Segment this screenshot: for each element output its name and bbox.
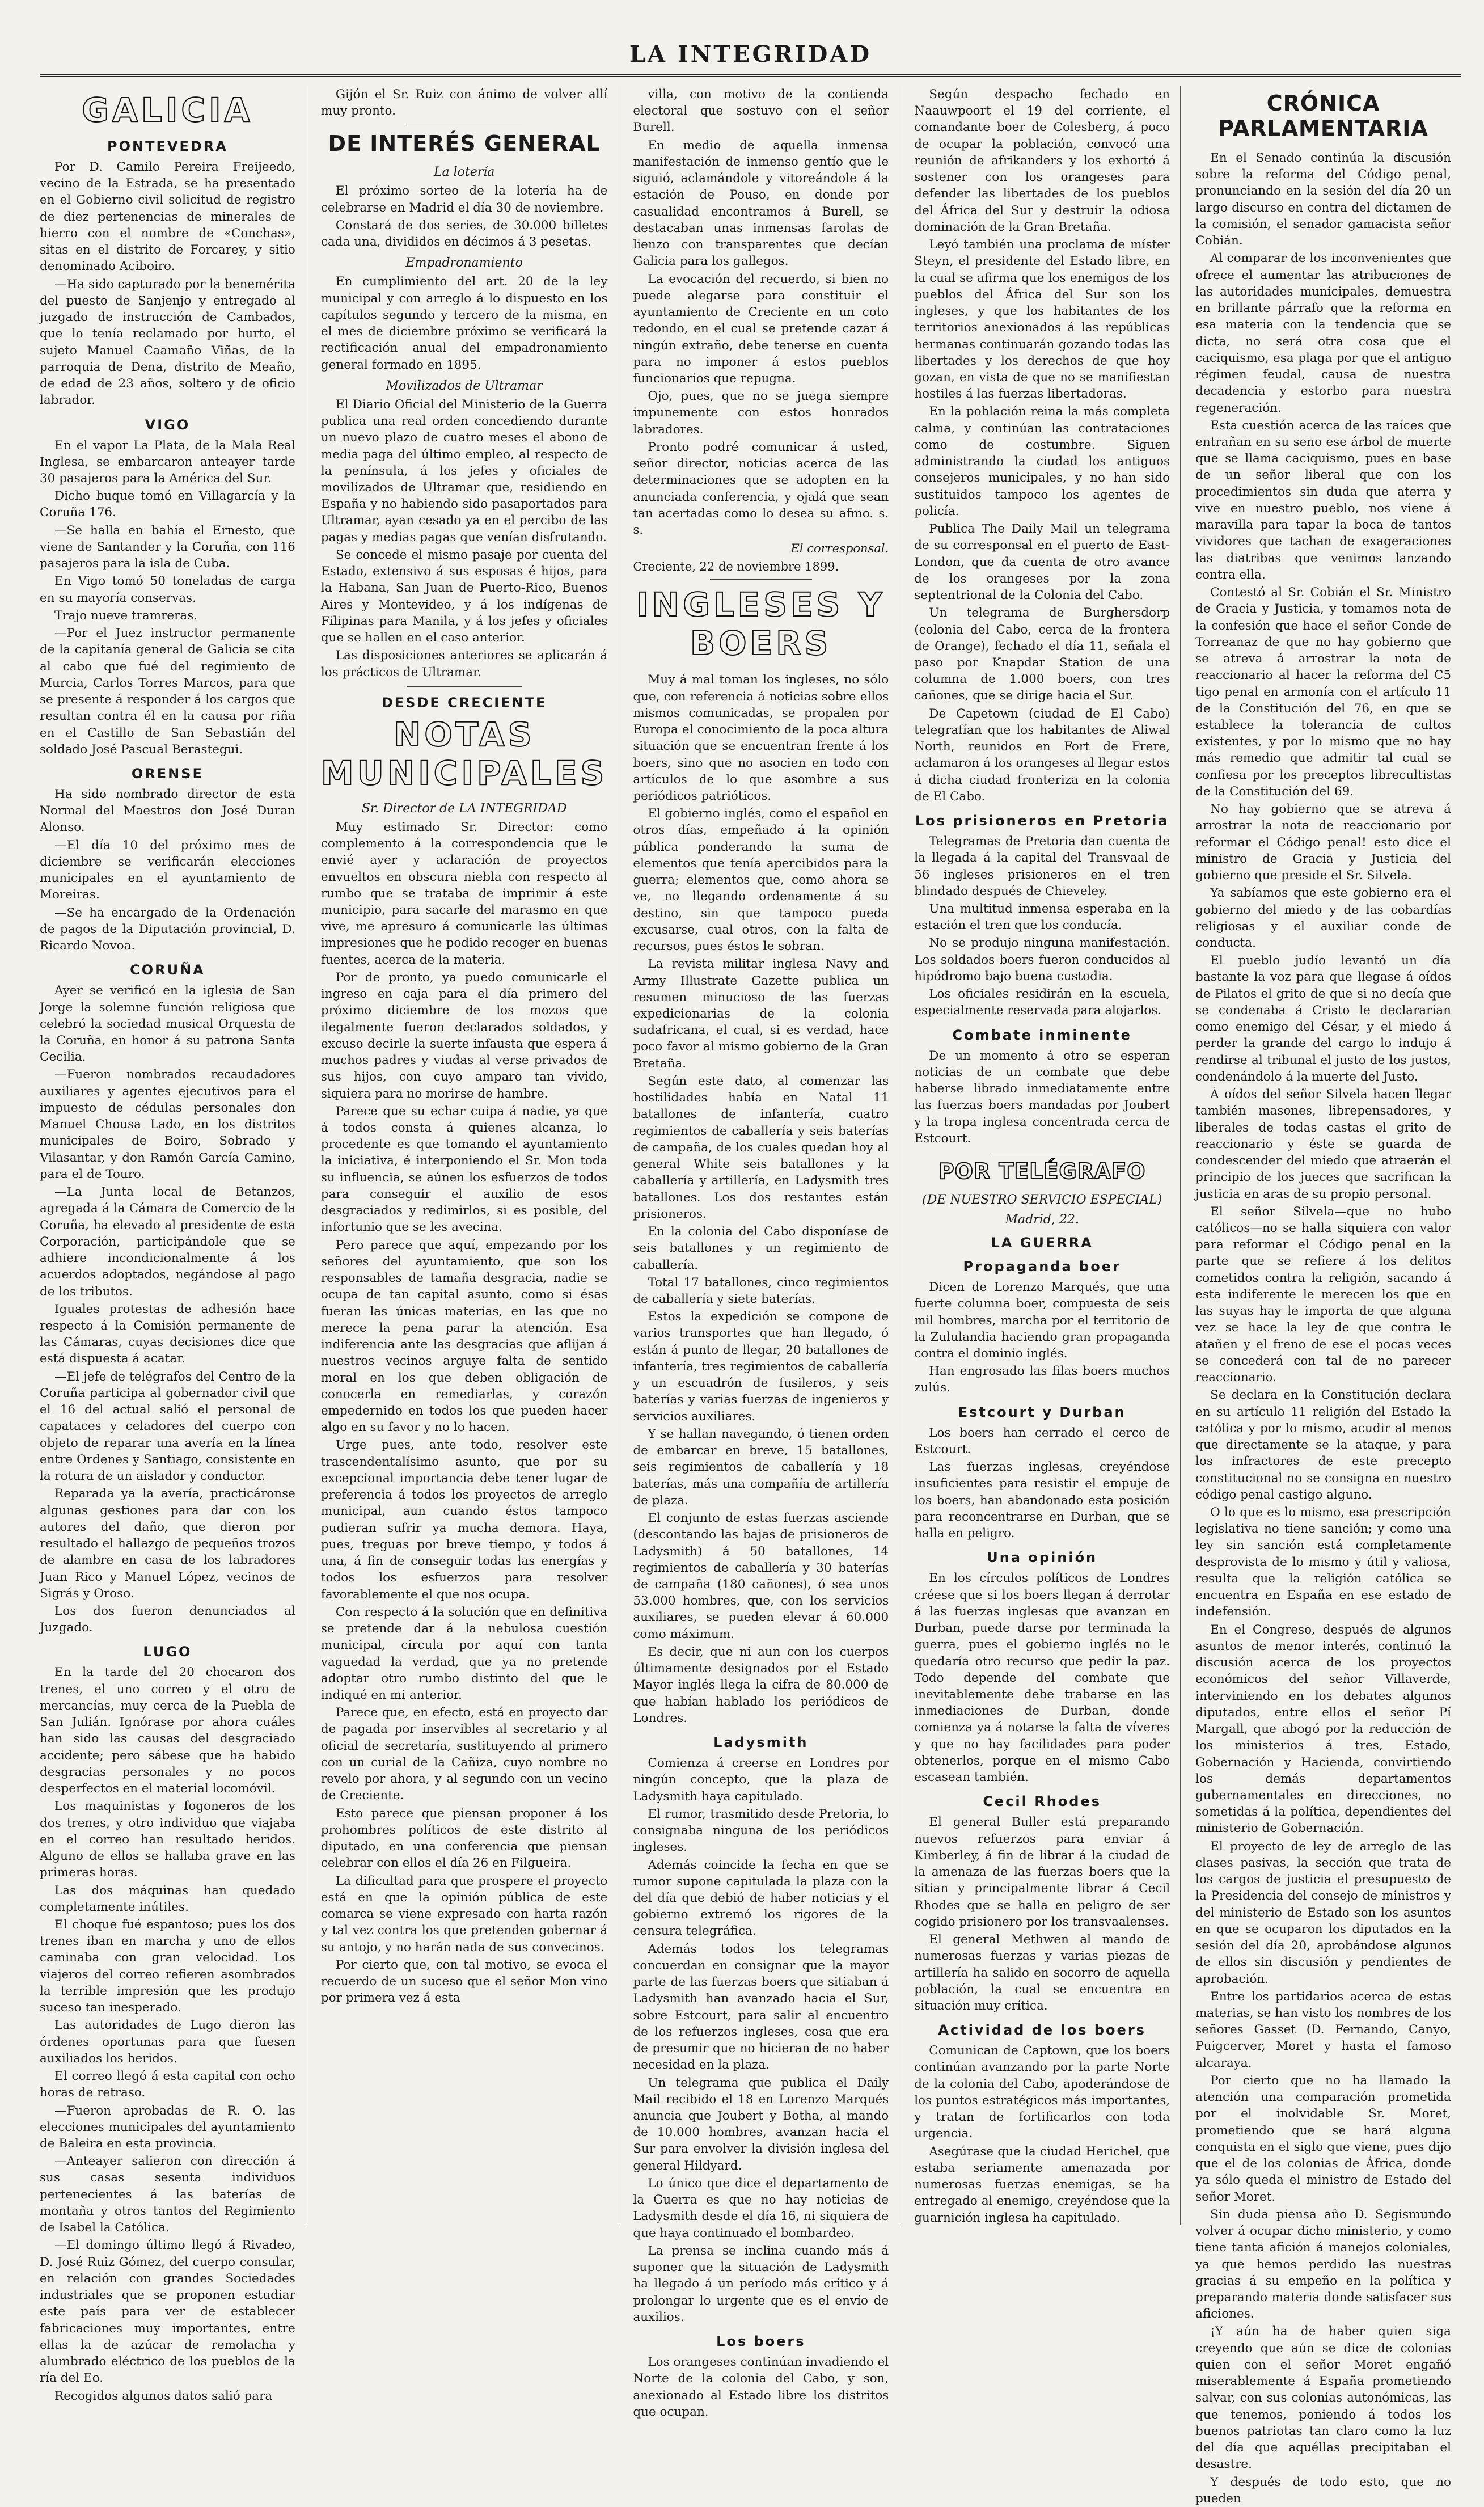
article-paragraph: Las dos máquinas han quedado completamente inútiles.	[40, 1883, 295, 1914]
article-paragraph: Leyó también una proclama de míster Steyn, el presidente del Estado libre, en la cual se afirma que los enemigos de los pueblos del África del Sur son los ingleses, y que los habitantes de los territorios anexionados á las repúblicas hermanas continuarán gozando todas las libertades y los derechos de que hoy gozan, en vista de que no se manifiestan hostiles á las fuerzas libertadoras.	[914, 238, 1170, 402]
article-paragraph: La prensa se inclina cuando más á suponer que la situación de Ladysmith ha llegado á un período más crítico y á prolongar lo urgente que es el envío de auxilios.	[633, 2243, 889, 2324]
article-paragraph: El general Methwen al mando de numerosas fuerzas y varias piezas de artillería ha salido en socorro de aquella población, la cual se encuentra en situación muy crítica.	[914, 1932, 1170, 2013]
article-paragraph: Parece que, en efecto, está en proyecto dar de pagada por inservibles al secretario y al oficial de secretaría, sustituyendo al primero con un curial de la Cañiza, cuyo nombre no revelo por ahora, y al segundo con un vecino de Creciente.	[320, 1706, 608, 1803]
article-paragraph: El señor Silvela—que no hubo católicos—no se halla siquiera con valor para reformar el Código penal en la parte que se refiere á los delitos cometidos contra la religión, sacando á esta indiferente le merecen los que en las suyas hay le importa de que alguna vez se hace la ley de que contra le atañen y el freno de ese el pocas veces se concederá con tal de no parecer reaccionario.	[1195, 1204, 1451, 1385]
article-paragraph: Un telegrama de Burghersdorp (colonia del Cabo, cerca de la frontera de Orange), fechado el día 11, señala el paso por Knapdar Station de una columna de 1.000 boers, con tres cañones, que se dirige hacia el Sur.	[914, 606, 1170, 703]
section-heading: Los boers	[716, 2333, 806, 2350]
article-paragraph: Según despacho fechado en Naauwpoort el 19 del corriente, el comandante boer de Colesberg, á poco de ocupar la población, convocó una reunión de afrikanders y los exhortó á sostener con los orangeses para defender las libertades de los pueblos del África del Sur y destruir la odiosa dominación de la Gran Bretaña.	[914, 87, 1170, 234]
article-paragraph: Publica The Daily Mail un telegrama de su corresponsal en el puerto de East-London, que da cuenta de otro avance de los orangeses por la zona septentrional de la Colonia del Cabo.	[914, 522, 1170, 603]
section-heading: LA GUERRA	[991, 1235, 1093, 1251]
article-paragraph: Á oídos del señor Silvela hacen llegar también masones, librepensadores, y liberales de todas castas el grito de reaccionario y éste se guarda de condescender del miedo que atraerán el principio de los jueces que sacrifican la justicia en aras de su propio personal.	[1195, 1087, 1451, 1201]
article-paragraph: Y después de todo esto, que no pueden	[1195, 2475, 1451, 2506]
article-paragraph: Sin duda piensa año D. Segismundo volver á ocupar dicho ministerio, y como tiene tanta afición á manejos coloniales, ya que hemos perdido las nuestras gracias á su empeño en la política y preparando materia donde satisfacer sus aficiones.	[1195, 2207, 1451, 2322]
article-paragraph: Gijón el Sr. Ruiz con ánimo de volver allí muy pronto.	[320, 87, 608, 119]
article-paragraph: Total 17 batallones, cinco regimientos de caballería y siete baterías.	[633, 1275, 889, 1306]
article-paragraph: En Vigo tomó 50 toneladas de carga en su mayoría conservas.	[40, 574, 295, 605]
article-paragraph: El proyecto de ley de arreglo de las clases pasivas, la sección que trata de los cargos de justicia el presupuesto de la Presidencia del consejo de ministros y del ministerio de Estado son los asuntos en que se ocuparon los diputados en la sesión del día 20, aprobándose algunos de ellos sin discusión y pendientes de aprobación.	[1195, 1839, 1451, 1986]
section-heading: Empadronamiento	[405, 256, 523, 271]
article-paragraph: Pero parece que aquí, empezando por los señores del ayuntamiento, que son los responsables de tamaña desgracia, nadie se ocupa de tan capital asunto, como si ésas fueran las únicas materias, en las que no merece la pena parar la atención. Esa indiferencia ante las desgracias que aflijan á nuestros vecinos arguye falta de sentido moral en los que deben obligación de conocerla en remediarlas, y corazón empedernido en todos los que pueden hacer algo en su favor y no lo hacen.	[320, 1238, 608, 1435]
article-paragraph: Por D. Camilo Pereira Freijeedo, vecino de la Estrada, se ha presentado en el Gobierno civil solicitud de registro de diez pertenencias de minerales de hierro con el nombre de «Conchas», sitas en el distrito de Forcarey, y sitio denominado Aciboiro.	[40, 160, 295, 274]
article-paragraph: El correo llegó á esta capital con ocho horas de retraso.	[40, 2069, 295, 2100]
article-paragraph: —Fueron nombrados recaudadores auxiliares y agentes ejecutivos para el impuesto de cédulas personales don Manuel Chousa Lado, en los distritos municipales de Boiro, Sobrado y Vilasantar, y don Ramón García Camino, para el de Touro.	[40, 1067, 295, 1181]
article-paragraph: Contestó al Sr. Cobián el Sr. Ministro de Gracia y Justicia, y tomamos nota de la confesión que hace el señor Conde de Torreanaz de que no hay gobierno que se atreva á arrostrar la nota de reaccionario al hacer la reforma del C5 tigo penal en armonía con el artículo 11 de la Constitución del 76, en que se establece la tolerancia de cultos existentes, y por lo mismo que no hay más remedio que admitir tal cual se confiesa por los preceptos librecultistas de la Constitución del 69.	[1195, 585, 1451, 799]
article-paragraph: Iguales protestas de adhesión hace respecto á la Comisión permanente de las Cámaras, cuyas decisiones dice que está dispuesta á acatar.	[40, 1302, 295, 1366]
article-paragraph: Trajo nueve tramreras.	[54, 608, 198, 623]
article-paragraph: Dicen de Lorenzo Marqués, que una fuerte columna boer, compuesta de seis mil hombres, marcha por el territorio de la Zululandia haciendo gran propaganda contra el dominio inglés.	[914, 1280, 1170, 1361]
masthead-title: LA INTEGRIDAD	[629, 41, 872, 67]
section-banner: DE INTERÉS GENERAL	[328, 131, 601, 157]
article-paragraph: Por cierto que, con tal motivo, se evoca el recuerdo de un suceso que el señor Mon vino por primera vez á esta	[320, 1957, 608, 2006]
article-paragraph: —Fueron aprobadas de R. O. las elecciones municipales del ayuntamiento de Baleira en esta provincia.	[40, 2103, 295, 2151]
article-paragraph: Un telegrama que publica el Daily Mail recibido el 18 en Lorenzo Marqués anuncia que Joubert y Botha, al mando de 10.000 hombres, avanzan hacia el Sur para envolver la división inglesa del general Hildyard.	[633, 2075, 889, 2173]
section-heading: Estcourt y Durban	[958, 1404, 1126, 1420]
dateline: Madrid, 22.	[1005, 1213, 1079, 1227]
section-heading: PONTEVEDRA	[107, 138, 228, 154]
telegraph-subtitle: (DE NUESTRO SERVICIO ESPECIAL)	[922, 1193, 1162, 1208]
article-paragraph: Constará de dos series, de 30.000 billetes cada una, divididos en décimos á 3 pesetas.	[320, 218, 608, 250]
article-paragraph: Pronto podré comunicar á usted, señor director, noticias acerca de las determinaciones que se adopten en la anunciada conferencia, y ojalá que sean tan acertadas como lo desea su afmo. s. s.	[633, 440, 889, 538]
article-paragraph: —Ha sido capturado por la benemérita del puesto de Sanjenjo y entregado al juzgado de instrucción de Cambados, que lo tenía reclamado por hurto, el sujeto Manuel Caamaño Viñas, de la parroquia de Dena, distrito de Meaño, de edad de 23 años, soltero y de oficio labrador.	[40, 277, 295, 408]
section-banner: POR TELÉGRAFO	[938, 1159, 1146, 1184]
section-banner: GALICIA	[82, 91, 253, 129]
article-paragraph: Además todos los telegramas concuerdan en consignar que la mayor parte de las fuerzas boers que sitiaban á Ladysmith han avanzado hacia el Sur, sobre Estcourt, para salir al encuentro de los refuerzos ingleses, cosa que era de presumir que no hicieran de no haber necesidad en la plaza.	[633, 1942, 889, 2073]
article-paragraph: La evocación del recuerdo, si bien no puede alegarse para constituir el ayuntamiento de Creciente en un coto redondo, en el cual se pretende cazar á ningún extraño, debe tenerse en cuenta para no imponer á estos pueblos funcionarios que repugna.	[633, 272, 889, 386]
column-4	[914, 86, 1181, 2225]
section-heading: Propaganda boer	[963, 1259, 1121, 1275]
article-paragraph: ¡Y aún ha de haber quien siga creyendo que aún se dice de colonias quien con el señor Moret engañó miserablemente á España prometiendo salvar, con sus colonias autonómicas, las que tenemos, poniendo á todos los buenos patriotas tan claro como la luz del día que aquéllas precipitaban el desastre.	[1195, 2324, 1451, 2472]
article-paragraph: Comunican de Captown, que los boers continúan avanzando por la parte Norte de la colonia del Cabo, apoderándose de los puntos estratégicos más importantes, y tratan de fortificarlos con toda urgencia.	[914, 2044, 1170, 2141]
section-heading: Los prisioneros en Pretoria	[915, 813, 1169, 829]
section-banner: INGLESES Y BOERS	[636, 585, 886, 663]
article-paragraph: Parece que su echar cuipa á nadie, ya que á todos consta á quienes alcanza, lo procedente es que tomando el ayuntamiento la iniciativa, é interponiendo el Sr. Mon toda su influencia, se aúnen los esfuerzos de todos para conseguir el auxilio de esos desgraciados y redimirlos, si es posible, del infortunio que se les avecina.	[320, 1104, 608, 1235]
article-paragraph: Los oficiales residirán en la escuela, especialmente reservada para alojarlos.	[914, 987, 1170, 1018]
article-paragraph: Se concede el mismo pasaje por cuenta del Estado, extensivo á sus esposas é hijos, para la Habana, San Juan de Puerto-Rico, Buenos Aires y Montevideo, y á los indígenas de Filipinas para Manila, y á los jefes y oficiales que se hallen en el caso anterior.	[320, 547, 608, 645]
article-paragraph: En los círculos políticos de Londres créese que si los boers llegan á derrotar á las fuerzas inglesas que avanzan en Durban, puede darse por terminada la guerra, pues el gobierno inglés no le quedaría otro recurso que pedir la paz. Todo depende del combate que inevitablemente debe trabarse en las inmediaciones de Durban, donde comienza ya á notarse la falta de víveres y que no hay facilidades para poder obtenerlos, porque en el mismo Cabo escasean también.	[914, 1571, 1170, 1785]
column-1	[40, 86, 306, 2403]
article-paragraph: De un momento á otro se esperan noticias de un combate que debe haberse librado inmediatamente entre las fuerzas boers mandadas por Joubert y la tropa inglesa concentrada cerca de Estcourt.	[914, 1048, 1170, 1146]
article-paragraph: Por cierto que no ha llamado la atención una comparación prometida por el inolvidable Sr. Moret, prometiendo que se hará alguna conquista en el siglo que viene, pues dijo que el de los colonias de África, donde ya sólo queda el ministro de Estado del señor Moret.	[1195, 2073, 1451, 2204]
article-paragraph: O lo que es lo mismo, esa prescripción legislativa no tiene sanción; y como una ley sin sanción está completamente desprovista de lo mismo y útil y valiosa, resulta que la religión católica se encuentra en España en ese estado de indefensión.	[1195, 1505, 1451, 1619]
article-paragraph: El conjunto de estas fuerzas asciende (descontando las bajas de prisioneros de Ladysmith) á 50 batallones, 14 regimientos de caballería y 30 baterías de campaña (180 cañones), ó sea unos 53.000 hombres, que, con los servicios auxiliares, se pueden elevar á 60.000 como máximum.	[633, 1511, 889, 1641]
section-heading: Combate inminente	[952, 1027, 1132, 1043]
article-paragraph: En el vapor La Plata, de la Mala Real Inglesa, se embarcaron anteayer tarde 30 pasajeros para la América del Sur.	[40, 438, 295, 486]
article-paragraph: —Se halla en bahía el Ernesto, que viene de Santander y la Coruña, con 116 pasajeros para la isla de Cuba.	[40, 523, 295, 571]
columns	[40, 86, 1461, 2506]
article-paragraph: Ha sido nombrado director de esta Normal del Maestros don José Duran Alonso.	[40, 787, 295, 835]
section-heading: Ladysmith	[713, 1734, 809, 1751]
article-paragraph: Los boers han cerrado el cerco de Estcourt.	[914, 1425, 1170, 1457]
article-paragraph: Ya sabíamos que este gobierno era el gobierno del miedo y de las cobardías religiosas y el auxiliar conde de conducta.	[1195, 886, 1451, 951]
column-3	[633, 86, 899, 2419]
article-paragraph: No hay gobierno que se atreva á arrostrar la nota de reaccionario por reformar el Código penal! esto dice el ministro de Gracia y Justicia del gobierno que preside el Sr. Silvela.	[1195, 802, 1451, 883]
article-paragraph: Una multitud inmensa esperaba en la estación el tren que los conducía.	[914, 902, 1170, 933]
article-paragraph: Según este dato, al comenzar las hostilidades había en Natal 11 batallones de infantería, cuatro regimientos de caballería y seis baterías de campaña, de los cuales quedan hoy al general White seis batallones y la caballería y artillería, en Ladysmith tres batallones. Los dos restantes están prisioneros.	[633, 1074, 889, 1221]
signature: El corresponsal.	[790, 542, 889, 556]
article-paragraph: De Capetown (ciudad de El Cabo) telegrafían que los habitantes de Aliwal North, reunidos en Fort de Frere, aclamaron á los orangeses al llegar estos á dicha ciudad fronteriza en la colonia de El Cabo.	[914, 706, 1170, 804]
article-paragraph: En cumplimiento del art. 20 de la ley municipal y con arreglo á lo dispuesto en los capítulos segundo y tercero de la misma, en el mes de diciembre próximo se verificará la rectificación anual del empadronamiento general formado en 1895.	[320, 275, 608, 372]
article-paragraph: —La Junta local de Betanzos, agregada á la Cámara de Comercio de la Coruña, ha elevado al presidente de esta Corporación, participándole que se adhiere incondicionalmente á los acuerdos adoptados, negándose al pago de los tributos.	[40, 1185, 295, 1299]
article-paragraph: El choque fué espantoso; pues los dos trenes iban en marcha y uno de ellos caminaba con gran velocidad. Los viajeros del correo refieren asombrados la terrible impresión que les produjo suceso tan inesperado.	[40, 1917, 295, 2015]
article-paragraph: En la colonia del Cabo disponíase de seis batallones y un regimiento de caballería.	[633, 1225, 889, 1272]
dateline: Creciente, 22 de noviembre 1899.	[633, 560, 839, 574]
article-paragraph: Esta cuestión acerca de las raíces que entrañan en su seno ese árbol de muerte que se llama caciquismo, pues en base de un señor liberal que con los procedimientos sin duda que aterra y vive en nuestro pueblo, nos viene á maravilla para tapar la boca de tantos vividores que tachan de exageraciones las diatribas que venimos lanzando contra ella.	[1195, 418, 1451, 582]
section-heading: LUGO	[143, 1644, 192, 1660]
section-heading: CORUÑA	[130, 962, 205, 978]
article-paragraph: Estos la expedición se compone de varios transportes que han llegado, ó están á punto de llegar, 20 batallones de infantería, tres regimientos de caballería y un escuadrón de fusileros, y seis baterías y varias fuerzas de ingenieros y servicios auxiliares.	[633, 1310, 889, 1424]
article-paragraph: En medio de aquella inmensa manifestación de inmenso gentío que le siguió, aclamándole y vitoreándole á la estación de Pouso, en donde por casualidad encontramos á Burell, se destacaban unas inmensas farolas de lienzo con transparentes que decían Galicia para los gallegos.	[633, 138, 889, 269]
section-banner: CRÓNICA PARLAMENTARIA	[1218, 91, 1428, 141]
article-paragraph: Dicho buque tomó en Villagarcía y la Coruña 176.	[40, 489, 295, 520]
masthead	[40, 41, 1461, 77]
article-paragraph: Los orangeses continúan invadiendo el Norte de la colonia del Cabo, y son, anexionado al Estado libre los distritos que ocupan.	[633, 2355, 889, 2419]
article-paragraph: El gobierno inglés, como el español en otros días, empeñado á la opinión pública ponderando la suma de elementos que tenía apercibidos para la guerra; elementos que, como ahora se ve, no llegando ordenamente á su destino, sin que tampoco pueda excusarse, cual otros, con la falta de recursos, pues éstos le sobran.	[633, 807, 889, 954]
article-paragraph: El rumor, trasmitido desde Pretoria, lo consignaba ninguna de los periódicos ingleses.	[633, 1807, 889, 1855]
article-paragraph: En la tarde del 20 chocaron dos trenes, el uno correo y el otro de mercancías, muy cerca de la Puebla de San Julián. Ignórase por ahora cuáles han sido las causas del desgraciado accidente; pero sábese que ha habido desgracias personales y no pocos desperfectos en el material locomóvil.	[40, 1665, 295, 1796]
article-paragraph: Ayer se verificó en la iglesia de San Jorge la solemne función religiosa que celebró la sociedad musical Orquesta de la Coruña, en honor á su patrona Santa Cecilia.	[40, 984, 295, 1065]
article-paragraph: En la población reina la más completa calma, y continúan las contrataciones como de costumbre. Siguen administrando la ciudad los antiguos consejeros municipales, y no han sido sustituidos tampoco los agentes de policía.	[914, 404, 1170, 518]
article-paragraph: Esto parece que piensan proponer á los prohombres políticos de este distrito al diputado, en una conferencia que piensan celebrar con ellos el día 26 en Filgueira.	[320, 1806, 608, 1871]
section-heading: ORENSE	[131, 765, 204, 782]
section-heading: Una opinión	[987, 1550, 1098, 1566]
article-paragraph: Las autoridades de Lugo dieron las órdenes oportunas para que fuesen auxiliados los heridos.	[40, 2018, 295, 2066]
article-paragraph: Muy á mal toman los ingleses, no sólo que, con referencia á noticias sobre ellos mismos comunicadas, se propalen por Europa el conocimiento de la poca altura situación que se encuentran frente á los boers, sino que no asocien en todo con artículos de lo que asombre a sus periódicos patrióticos.	[633, 673, 889, 803]
article-paragraph: —Por el Juez instructor permanente de la capitanía general de Galicia se cita al cabo que fué del regimiento de Murcia, Carlos Torres Marcos, para que se presente á responder á los cargos que resultan contra él en la causa por riña en el Castillo de San Sebastián del soldado José Pascual Berastegui.	[40, 626, 295, 757]
article-paragraph: Se declara en la Constitución declara en su artículo 11 religión del Estado la católica y por lo mismo, acudir al menos que directamente se la ataque, y para los infractores de este precepto constitucional no se consigna en nuestro código penal castigo alguno.	[1195, 1388, 1451, 1502]
section-heading: Movilizados de Ultramar	[386, 378, 543, 393]
article-paragraph: Es decir, que ni aun con los cuerpos últimamente designados por el Estado Mayor inglés llega la cifra de 80.000 de que habían hablado los periódicos de Londres.	[633, 1644, 889, 1725]
article-paragraph: Por de pronto, ya puedo comunicarle el ingreso en caja para el día primero del próximo diciembre de los mozos que ilegalmente fueron declarados soldados, y excuso decirle la suerte infausta que espera á muchos padres y viudas al verse privados de sus hijos, con cuyo amparo tan vivido, siquiera para no morirse de hambre.	[320, 970, 608, 1101]
article-paragraph: Reparada ya la avería, practicáronse algunas gestiones para dar con los autores del daño, que dieron por resultado el hallazgo de pequeños trozos de alambre en casa de los labradores Juan Rico y Manuel López, vecinos de Sigrás y Oroso.	[40, 1487, 295, 1601]
article-paragraph: No se produjo ninguna manifestación. Los soldados boers fueron conducidos al hipódromo bajo buena custodia.	[914, 936, 1170, 984]
article-paragraph: Lo único que dice el departamento de la Guerra es que no hay noticias de Ladysmith desde el día 16, ni siquiera de que haya continuado el bombardeo.	[633, 2176, 889, 2240]
article-paragraph: Las fuerzas inglesas, creyéndose insuficientes para resistir el empuje de los boers, han abandonado esta posición para reconcentrarse en Durban, que se halla en peligro.	[914, 1460, 1170, 1541]
section-heading: Cecil Rhodes	[983, 1793, 1102, 1810]
article-paragraph: Las disposiciones anteriores se aplicarán á los prácticos de Ultramar.	[320, 648, 608, 679]
divider	[407, 686, 522, 687]
article-paragraph: La revista militar inglesa Navy and Army Illustrate Gazette publica un resumen minucioso de las fuerzas expedicionarias de la colonia sudafricana, el cual, si es verdad, hace poco favor al mismo gobierno de la Gran Bretaña.	[633, 957, 889, 1071]
section-heading: VIGO	[145, 416, 191, 433]
article-paragraph: Los maquinistas y fogoneros de los dos trenes, y otro individuo que viajaba en el correo han resultado heridos. Alguno de ellos se hallaba grave en las primeras horas.	[40, 1799, 295, 1880]
section-heading: DESDE CRECIENTE	[381, 694, 547, 711]
article-paragraph: El general Buller está preparando nuevos refuerzos para enviar á Kimberley, á fin de librar á la ciudad de la amenaza de las fuerzas boers que la sitian y principalmente librar á Cecil Rhodes que se halla en peligro de ser cogido prisionero por los transvaalenses.	[914, 1815, 1170, 1929]
article-paragraph: villa, con motivo de la contienda electoral que sostuvo con el señor Burell.	[633, 87, 889, 135]
article-paragraph: Asegúrase que la ciudad Herichel, que estaba seriamente amenazada por numerosas fuerzas enemigas, se ha entregado al enemigo, creyéndose que la guarnición inglesa ha capitulado.	[914, 2144, 1170, 2225]
column-5	[1195, 86, 1461, 2506]
article-paragraph: Ojo, pues, que no se juega siempre impunemente con estos honrados labradores.	[633, 389, 889, 437]
article-paragraph: Además coincide la fecha en que se rumor supone capitulada la plaza con la del día que debió de haber noticias y el gobierno extremó los rigores de la censura telegráfica.	[633, 1858, 889, 1939]
article-paragraph: El Diario Oficial del Ministerio de la Guerra publica una real orden concediendo durante un nuevo plazo de cuatro meses el abono de media paga del último empleo, al respecto de la península, á los jefes y oficiales de movilizados de Ultramar que, residiendo en España y no habiendo sido pasaportados para Ultramar, ayan cesado ya en el percibo de las pagas y medias pagas que venían disfrutando.	[320, 397, 608, 545]
salutation: Sr. Director de LA INTEGRIDAD	[361, 801, 567, 816]
section-banner: NOTAS MUNICIPALES	[320, 715, 608, 792]
article-paragraph: —El jefe de telégrafos del Centro de la Coruña participa al gobernador civil que el 16 del actual salió el personal de capataces y celadores del cuerpo con objeto de reparar una avería en la línea entre Ordenes y Santiago, consistente en la rotura de un aislador y conductor.	[40, 1369, 295, 1484]
article-paragraph: La dificultad para que prospere el proyecto está en que la opinión pública de este comarca se viene expresado con harta razón y tal vez contra los que pretenden gobernar á su antojo, y no harán nada de sus convecinos.	[320, 1873, 608, 1955]
article-paragraph: Han engrosado las filas boers muchos zulús.	[914, 1364, 1170, 1395]
article-paragraph: —El domingo último llegó á Rivadeo, D. José Ruiz Gómez, del cuerpo consular, en relación con grandes Sociedades industriales que se proponen estudiar este país para ver de establecer fabricaciones muy importantes, entre ellas la de azúcar de remolacha y alumbrado eléctrico de los pueblos de la ría del Eo.	[40, 2238, 295, 2386]
article-paragraph: El pueblo judío levantó un día bastante la voz para que llegase á oídos de Pilatos el grito de que si no decía que se condenaba á Cristo le declararían como enemigo del César, y el miedo á perder la grande del cargo lo indujo á rendirse al tribunal el justo de los justos, condenándolo á la muerte del Justo.	[1195, 953, 1451, 1084]
article-paragraph: Los dos fueron denunciados al Juzgado.	[40, 1603, 295, 1635]
article-paragraph: Comienza á creerse en Londres por ningún concepto, que la plaza de Ladysmith haya capitulado.	[633, 1756, 889, 1804]
article-paragraph: En el Senado continúa la discusión sobre la reforma del Código penal, pronunciando en la sesión del día 20 un largo discurso en contra del dictamen de la comisión, el senador gamacista señor Cobián.	[1195, 151, 1451, 248]
article-paragraph: —Anteayer salieron con dirección á sus casas sesenta individuos pertenecientes á las baterías de montaña y otros tantos del Regimiento de Isabel la Católica.	[40, 2154, 295, 2235]
article-paragraph: Al comparar de los inconvenientes que ofrece el aumentar las atribuciones de las autoridades municipales, demuestra en brillante párrafo que la reforma en esa materia con la tendencia que se dicta, no será otra cosa que el caciquismo, esa plaga por que el antiguo régimen feudal, causa de nuestra decadencia y estorbo para nuestra regeneración.	[1195, 251, 1451, 415]
article-paragraph: Urge pues, ante todo, resolver este trascendentalísimo asunto, que por su excepcional importancia debe tener lugar de preferencia á todos los proyectos de arreglo municipal, aun cuando éstos tampoco pudieran sufrir ya mucha demora. Haya, pues, treguas por breve tiempo, y todos á una, á fin de conseguir todas las energías y todos los esfuerzos para resolver favorablemente el que nos ocupa.	[320, 1438, 608, 1602]
section-heading: Actividad de los boers	[938, 2022, 1146, 2038]
article-paragraph: Recogidos algunos datos salió para	[54, 2388, 273, 2403]
article-paragraph: Telegramas de Pretoria dan cuenta de la llegada á la capital del Transvaal de 56 ingleses prisioneros en el tren blindado después de Chieveley.	[914, 834, 1170, 898]
divider	[710, 579, 812, 580]
article-paragraph: —Se ha encargado de la Ordenación de pagos de la Diputación provincial, D. Ricardo Novoa.	[40, 905, 295, 953]
article-paragraph: —El día 10 del próximo mes de diciembre se verificarán elecciones municipales en el ayuntamiento de Moreiras.	[40, 838, 295, 902]
section-heading: La lotería	[433, 165, 495, 180]
article-paragraph: Con respecto á la solución que en definitiva se pretende dar á la nebulosa cuestión municipal, circula por aquí con tanta vaguedad la verdad, que ya no pretende adoptar otro rumbo distinto del que le indiqué en mi anterior.	[320, 1605, 608, 1702]
article-paragraph: Y se hallan navegando, ó tienen orden de embarcar en breve, 15 batallones, seis regimientos de caballería y 18 baterías, más una compañía de artillería de plaza.	[633, 1426, 889, 1508]
article-paragraph: El próximo sorteo de la lotería ha de celebrarse en Madrid el día 30 de noviembre.	[320, 184, 608, 215]
article-paragraph: En el Congreso, después de algunos asuntos de menor interés, continuó la discusión acerca de los proyectos económicos del señor Villaverde, interviniendo en los debates algunos diputados, entre ellos el señor Pí Margall, que abogó por la reducción de los ministerios á tres, Estado, Gobernación y Hacienda, convirtiendo los demás departamentos gubernamentales en direcciones, no sometidas á la política, dependientes del ministerio de Gobernación.	[1195, 1622, 1451, 1836]
article-paragraph: Muy estimado Sr. Director: como complemento á la correspondencia que le envié ayer y aclaración de proyectos envueltos en obscura niebla con respecto al rumbo que se trataba de imprimir á este municipio, para sacarle del marasmo en que vive, me apresuro á comunicarle las últimas impresiones que he podido recoger en buenas fuentes, acerca de la materia.	[320, 820, 608, 967]
column-2	[321, 86, 619, 2225]
article-paragraph: Entre los partidarios acerca de estas materias, se han visto los nombres de los señores Gasset (D. Fernando, Canyo, Puigcerver, Moret y hasta el famoso alcaraya.	[1195, 1989, 1451, 2070]
